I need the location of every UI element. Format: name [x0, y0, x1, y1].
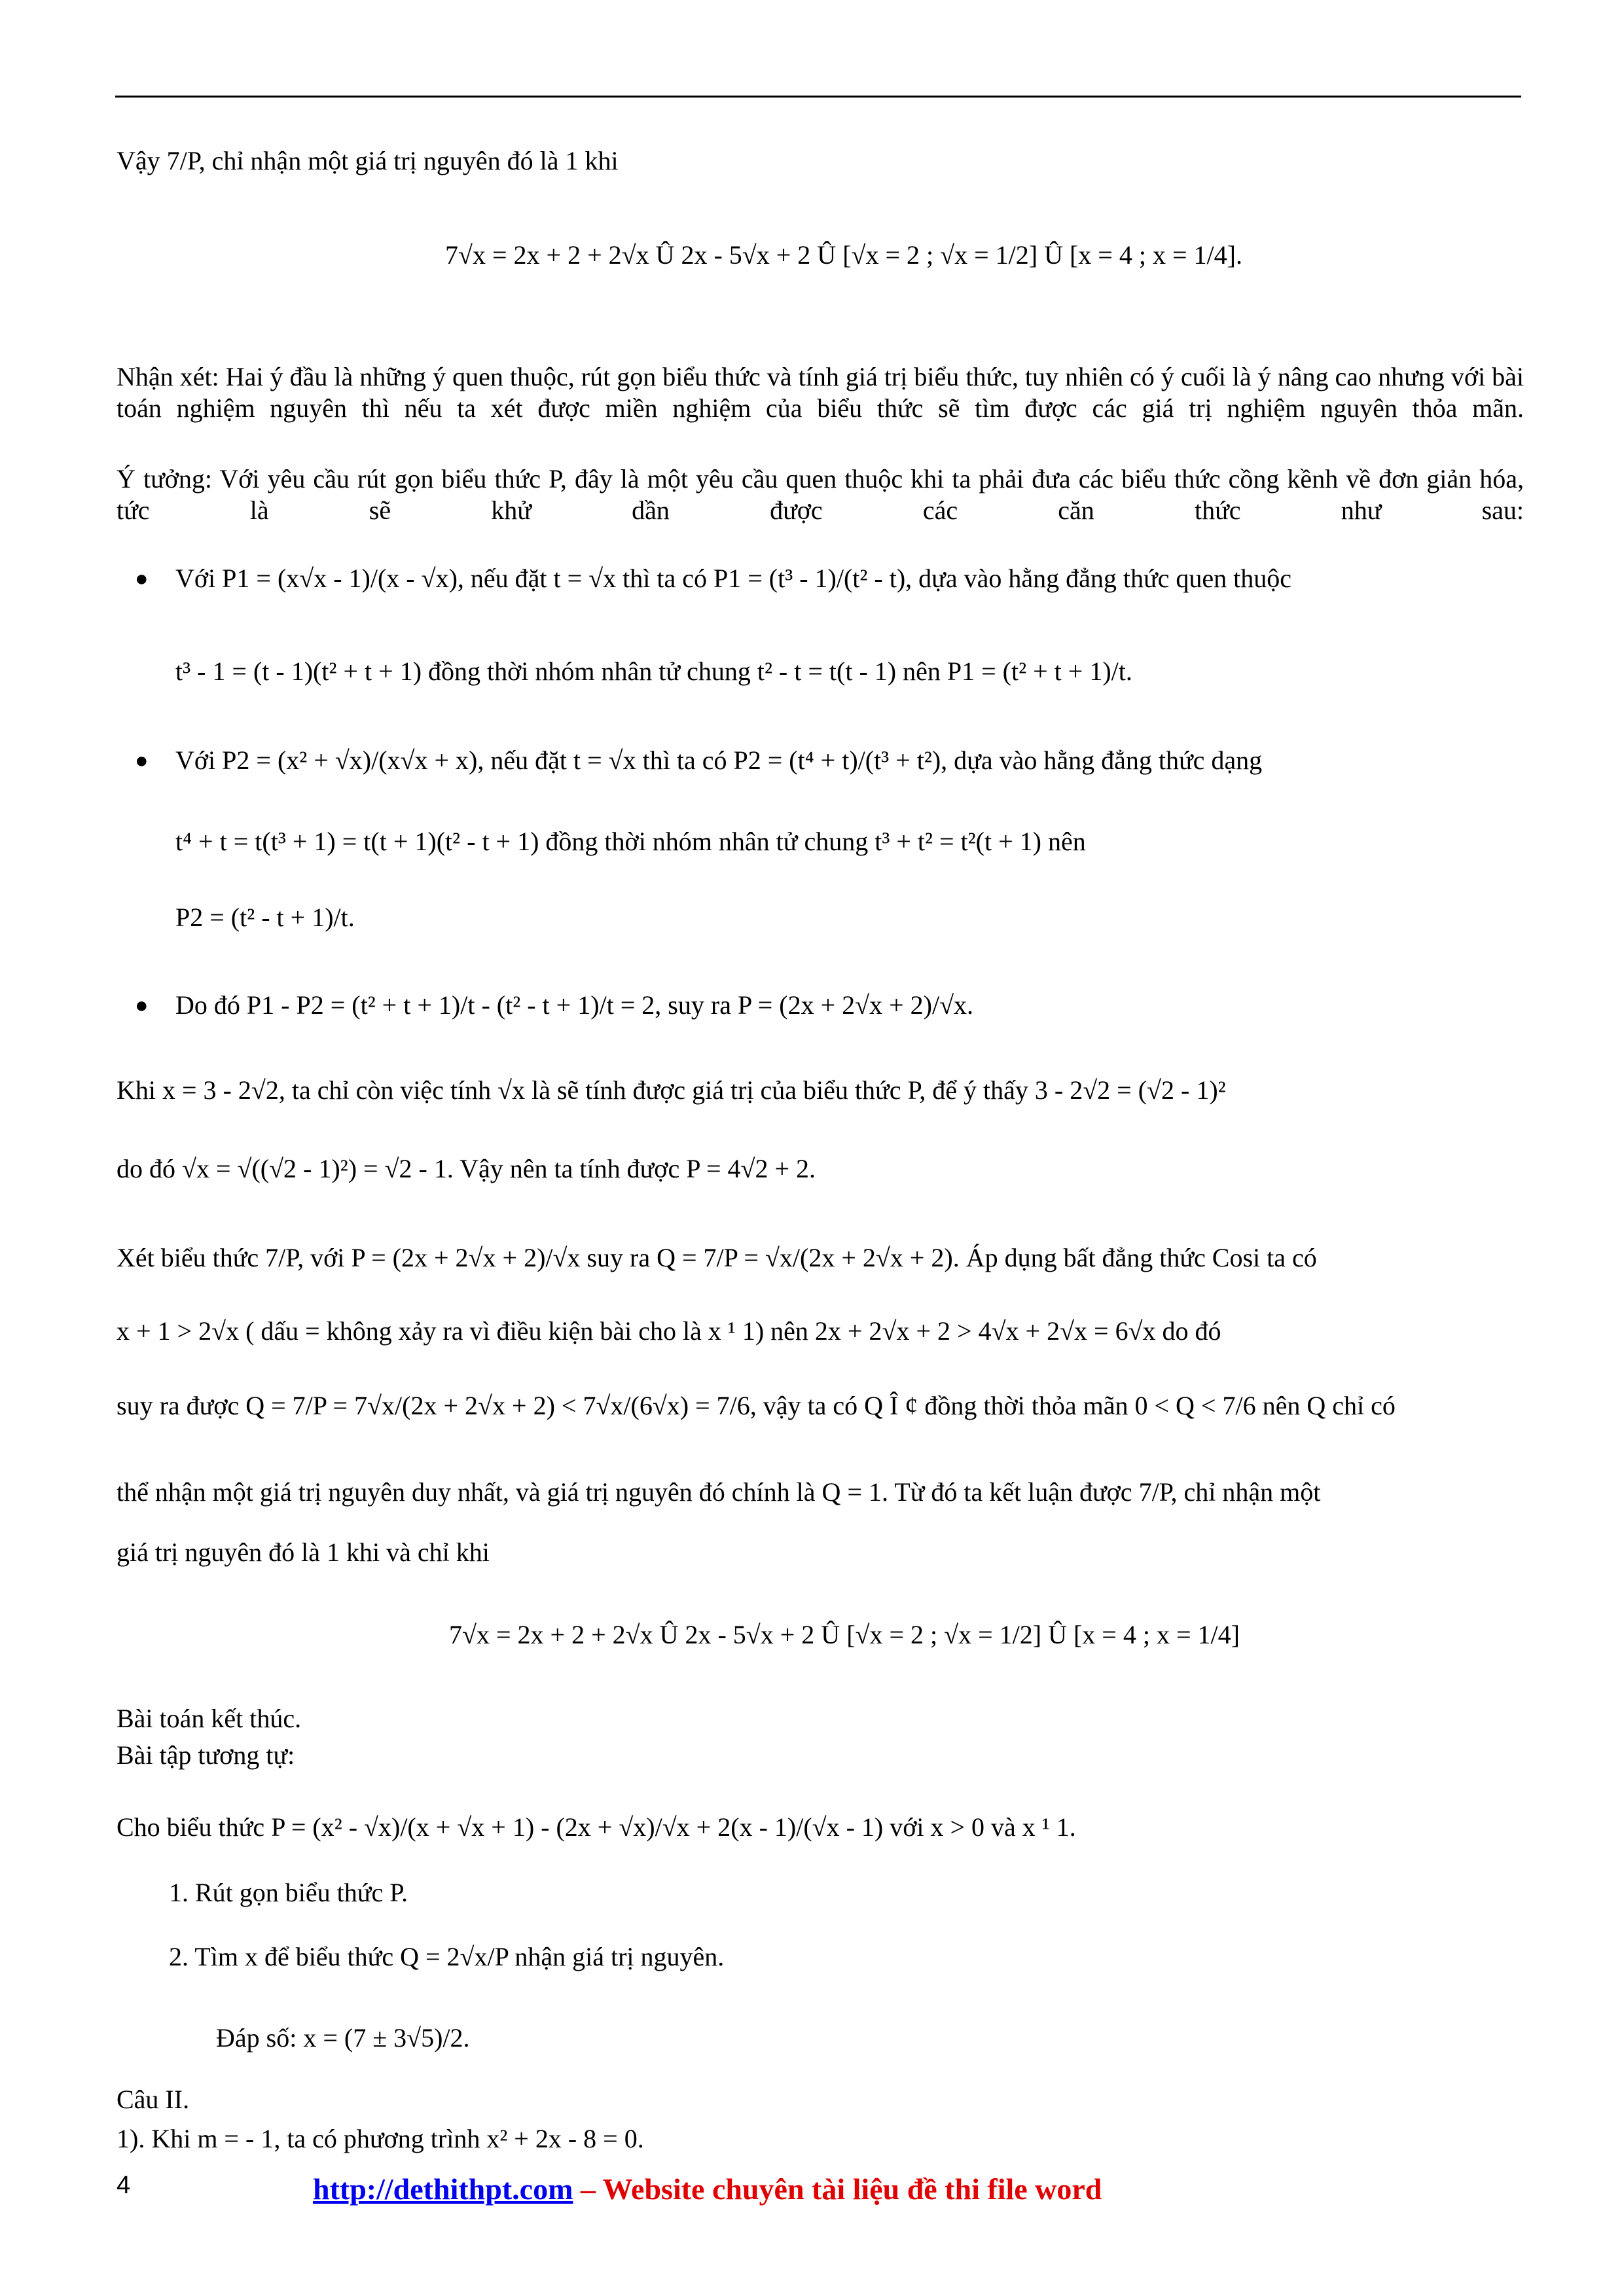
- the-line: thể nhận một giá trị nguyên duy nhất, và giá trị nguyên đó chính là Q = 1. Từ đó ta kết luận được 7/P, chỉ nhận một: [117, 1477, 1321, 1507]
- do-do-line: do đó √x = √((√2 - 1)²) = √2 - 1. Vậy nên ta tính được P = 4√2 + 2.: [117, 1154, 816, 1183]
- footer-link-line: [313, 2172, 1102, 2206]
- footer-tagline: – Website chuyên tài liệu đề thi file word: [573, 2172, 1102, 2206]
- suy-ra-line: suy ra được Q = 7/P = 7√x/(2x + 2√x + 2) < 7√x/(6√x) = 7/6, vậy ta có Q Î ¢ đồng thời thỏa mãn 0 < Q < 7/6 nên Q chỉ có: [117, 1391, 1396, 1420]
- bullet-1-line-b: t³ - 1 = (t - 1)(t² + t + 1) đồng thời nhóm nhân tử chung t² - t = t(t - 1) nên P1 = (t² + t + 1)/t.: [175, 656, 1132, 686]
- idea-paragraph: Ý tưởng: Với yêu cầu rút gọn biểu thức P, đây là một yêu cầu quen thuộc khi ta phải đưa các biểu thức cồng kềnh về đơn giản hóa, tức là sẽ khử dần được các căn thức như sau:: [117, 464, 1524, 525]
- bullet-2-icon: ●: [135, 749, 149, 773]
- cau-ii-part-1: 1). Khi m = - 1, ta có phương trình x² + 2x - 8 = 0.: [117, 2124, 644, 2153]
- exercise-question-2: 2. Tìm x để biểu thức Q = 2√x/P nhận giá trị nguyên.: [169, 1942, 725, 1971]
- remark-paragraph: Nhận xét: Hai ý đầu là những ý quen thuộc, rút gọn biểu thức và tính giá trị biểu thức, tuy nhiên có ý cuối là ý nâng cao nhưng với bài toán nghiệm nguyên thì nếu ta xét được miền nghiệm của biểu thức sẽ tìm được các giá trị nghiệm nguyên thỏa mãn.: [117, 362, 1524, 423]
- khi-line: Khi x = 3 - 2√2, ta chỉ còn việc tính √x là sẽ tính được giá trị của biểu thức P, để ý thấy 3 - 2√2 = (√2 - 1)²: [117, 1075, 1226, 1105]
- bullet-3-icon: ●: [135, 994, 149, 1018]
- answer-line: Đáp số: x = (7 ± 3√5)/2.: [216, 2023, 470, 2053]
- bullet-1-icon: ●: [135, 567, 149, 591]
- cosi-line: x + 1 > 2√x ( dấu = không xảy ra vì điều kiện bài cho là x ¹ 1) nên 2x + 2√x + 2 > 4√x + 2√x = 6√x do đó: [117, 1316, 1221, 1346]
- bullet-3-line: Do đó P1 - P2 = (t² + t + 1)/t - (t² - t + 1)/t = 2, suy ra P = (2x + 2√x + 2)/√x.: [175, 990, 974, 1020]
- bullet-2-line-b: t⁴ + t = t(t³ + 1) = t(t + 1)(t² - t + 1) đồng thời nhóm nhân tử chung t³ + t² = t²(t + 1) nên: [175, 827, 1086, 856]
- bullet-2-line-a: Với P2 = (x² + √x)/(x√x + x), nếu đặt t = √x thì ta có P2 = (t⁴ + t)/(t³ + t²), dựa vào hằng đẳng thức dạng: [175, 745, 1263, 775]
- page-number: 4: [117, 2172, 131, 2199]
- header-rule: [115, 96, 1521, 98]
- exercise-question-1: 1. Rút gọn biểu thức P.: [169, 1878, 408, 1907]
- website-link[interactable]: http://dethithpt.com: [313, 2172, 573, 2206]
- bullet-2-line-c: P2 = (t² - t + 1)/t.: [175, 903, 355, 932]
- xet-line: Xét biểu thức 7/P, với P = (2x + 2√x + 2)/√x suy ra Q = 7/P = √x/(2x + 2√x + 2). Áp dụng bất đẳng thức Cosi ta có: [117, 1243, 1317, 1272]
- equation-1: 7√x = 2x + 2 + 2√x Û 2x - 5√x + 2 Û [√x = 2 ; √x = 1/2] Û [x = 4 ; x = 1/4].: [445, 240, 1242, 270]
- bai-tap-heading: Bài tập tương tự:: [117, 1740, 295, 1770]
- exercise-statement: Cho biểu thức P = (x² - √x)/(x + √x + 1) - (2x + √x)/√x + 2(x - 1)/(√x - 1) với x > 0 và x ¹ 1.: [117, 1812, 1076, 1842]
- ket-thuc-line: Bài toán kết thúc.: [117, 1704, 302, 1733]
- text-line-1: Vậy 7/P, chỉ nhận một giá trị nguyên đó là 1 khi: [117, 146, 619, 175]
- equation-2: 7√x = 2x + 2 + 2√x Û 2x - 5√x + 2 Û [√x = 2 ; √x = 1/2] Û [x = 4 ; x = 1/4]: [449, 1620, 1240, 1649]
- cau-ii-heading: Câu II.: [117, 2085, 190, 2114]
- gia-tri-line: giá trị nguyên đó là 1 khi và chỉ khi: [117, 1537, 490, 1567]
- bullet-1-line-a: Với P1 = (x√x - 1)/(x - √x), nếu đặt t = √x thì ta có P1 = (t³ - 1)/(t² - t), dựa vào hằng đẳng thức quen thuộc: [175, 564, 1292, 593]
